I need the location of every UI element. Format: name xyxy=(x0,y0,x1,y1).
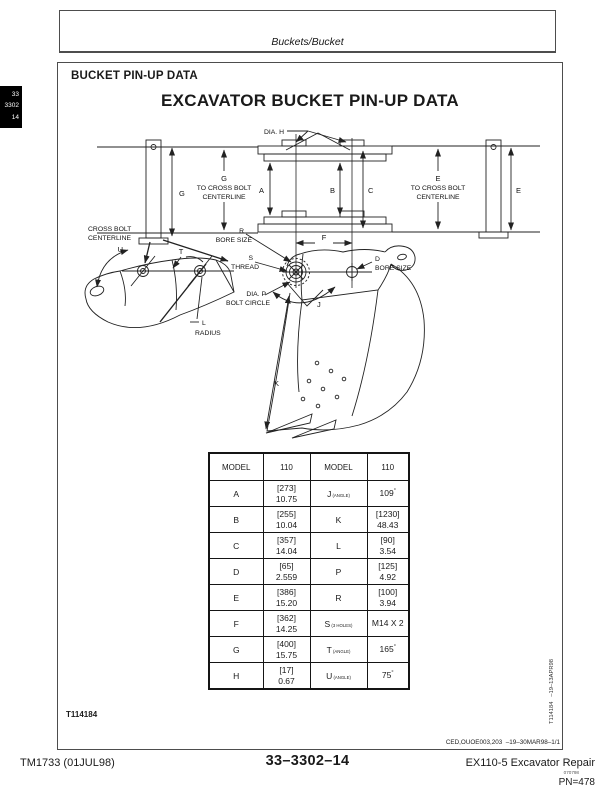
cell-value-mm-inch: [255] 10.04 xyxy=(263,507,310,533)
header-110-2: 110 xyxy=(367,453,409,481)
cell-value-2: 165° xyxy=(367,637,409,663)
pinup-data-table xyxy=(208,452,410,690)
cell-dimension-2: R xyxy=(310,585,367,611)
label-d-2: BORE SIZE xyxy=(375,265,412,272)
section-heading: BUCKET PIN-UP DATA xyxy=(71,70,198,82)
cell-dimension-2: K xyxy=(310,507,367,533)
spine-tab-section: 3302 xyxy=(4,102,19,110)
footer-pn: PN=478 xyxy=(558,777,595,788)
side-figure-code: T114184 –19–13APR98 xyxy=(549,659,555,724)
cell-dimension: D xyxy=(209,559,263,585)
cell-dimension-2: P xyxy=(310,559,367,585)
document-code: CED,OUOE003,203 –19–30MAR98–1/1 xyxy=(445,739,560,746)
spine-tab-group: 33 xyxy=(11,91,19,98)
page-header-box xyxy=(59,10,556,53)
label-u: U xyxy=(117,245,123,254)
cell-value-mm-inch: [357] 14.04 xyxy=(263,533,310,559)
label-d-1: D xyxy=(375,256,380,263)
header-110-1: 110 xyxy=(263,453,310,481)
header-model-1: MODEL xyxy=(209,453,263,481)
cell-dimension: E xyxy=(209,585,263,611)
table-header-row xyxy=(209,453,409,481)
table-row xyxy=(209,637,409,663)
spine-tab xyxy=(0,86,22,128)
cell-value-2: [100] 3.94 xyxy=(367,585,409,611)
page-title: EXCAVATOR BUCKET PIN-UP DATA xyxy=(160,91,460,110)
label-g-pin: G xyxy=(179,189,185,198)
cell-dimension: A xyxy=(209,481,263,507)
label-g-note-3: CENTERLINE xyxy=(202,194,246,201)
label-e-note-3: CENTERLINE xyxy=(416,194,460,201)
cell-dimension: H xyxy=(209,663,263,690)
spine-tab-page: 14 xyxy=(11,113,19,121)
label-e-pin: E xyxy=(516,186,522,195)
table-row xyxy=(209,481,409,507)
label-e-note-1: E xyxy=(435,174,441,183)
table-row xyxy=(209,663,409,690)
label-e-note-2: TO CROSS BOLT xyxy=(410,185,466,192)
cell-dimension-2: J (ANGLE) xyxy=(310,481,367,507)
figure-id: T114184 xyxy=(66,710,98,719)
cell-dimension: G xyxy=(209,637,263,663)
label-p-2: BOLT CIRCLE xyxy=(226,300,270,307)
footer-product-name: EX110-5 Excavator Repair xyxy=(465,757,595,769)
label-s-2: THREAD xyxy=(231,264,259,271)
label-k: K xyxy=(273,379,279,388)
label-t: T xyxy=(178,247,184,256)
table-row xyxy=(209,507,409,533)
cell-dimension: C xyxy=(209,533,263,559)
cell-value-2: 109° xyxy=(367,481,409,507)
label-r-1: R xyxy=(239,228,244,235)
label-s-1: S xyxy=(248,255,253,262)
cell-value-2: 75° xyxy=(367,663,409,690)
label-f: F xyxy=(321,233,327,242)
label-b: B xyxy=(329,186,335,195)
label-g-note-2: TO CROSS BOLT xyxy=(196,185,252,192)
label-j: J xyxy=(317,300,321,309)
cell-dimension: B xyxy=(209,507,263,533)
label-crossbolt-2: CENTERLINE xyxy=(88,235,132,242)
table-row xyxy=(209,533,409,559)
table-row xyxy=(209,585,409,611)
label-dia-h: DIA. H xyxy=(263,129,284,136)
label-l-2: RADIUS xyxy=(195,330,221,337)
cell-value-mm-inch: [65] 2.559 xyxy=(263,559,310,585)
cell-value-2: [125] 4.92 xyxy=(367,559,409,585)
cell-value-2: [90] 3.54 xyxy=(367,533,409,559)
label-c: C xyxy=(368,186,374,195)
label-crossbolt-1: CROSS BOLT xyxy=(88,226,132,233)
cell-value-mm-inch: [273] 10.75 xyxy=(263,481,310,507)
cell-dimension-2: T (ANGLE) xyxy=(310,637,367,663)
cell-dimension-2: S (3 HOLES) xyxy=(310,611,367,637)
footer-page-number: 33–3302–14 xyxy=(265,753,350,769)
label-a: A xyxy=(258,186,264,195)
cell-value-mm-inch: [386] 15.20 xyxy=(263,585,310,611)
footer-print-code: 070798 xyxy=(563,770,579,775)
cell-value-2: [1230] 48.43 xyxy=(367,507,409,533)
label-g-note-1: G xyxy=(221,174,227,183)
breadcrumb: Buckets/Bucket xyxy=(271,36,344,48)
cell-value-mm-inch: [17] 0.67 xyxy=(263,663,310,690)
cell-value-mm-inch: [400] 15.75 xyxy=(263,637,310,663)
label-r-2: BORE SIZE xyxy=(215,237,252,244)
cell-dimension-2: L xyxy=(310,533,367,559)
header-model-2: MODEL xyxy=(310,453,367,481)
cell-value-2: M14 X 2 xyxy=(367,611,409,637)
cell-value-mm-inch: [362] 14.25 xyxy=(263,611,310,637)
label-p-1: DIA. P xyxy=(246,291,266,298)
table-row xyxy=(209,559,409,585)
label-l-1: L xyxy=(202,320,206,327)
cell-dimension: F xyxy=(209,611,263,637)
table-row xyxy=(209,611,409,637)
footer-manual-number: TM1733 (01JUL98) xyxy=(20,757,115,769)
cell-dimension-2: U (ANGLE) xyxy=(310,663,367,690)
